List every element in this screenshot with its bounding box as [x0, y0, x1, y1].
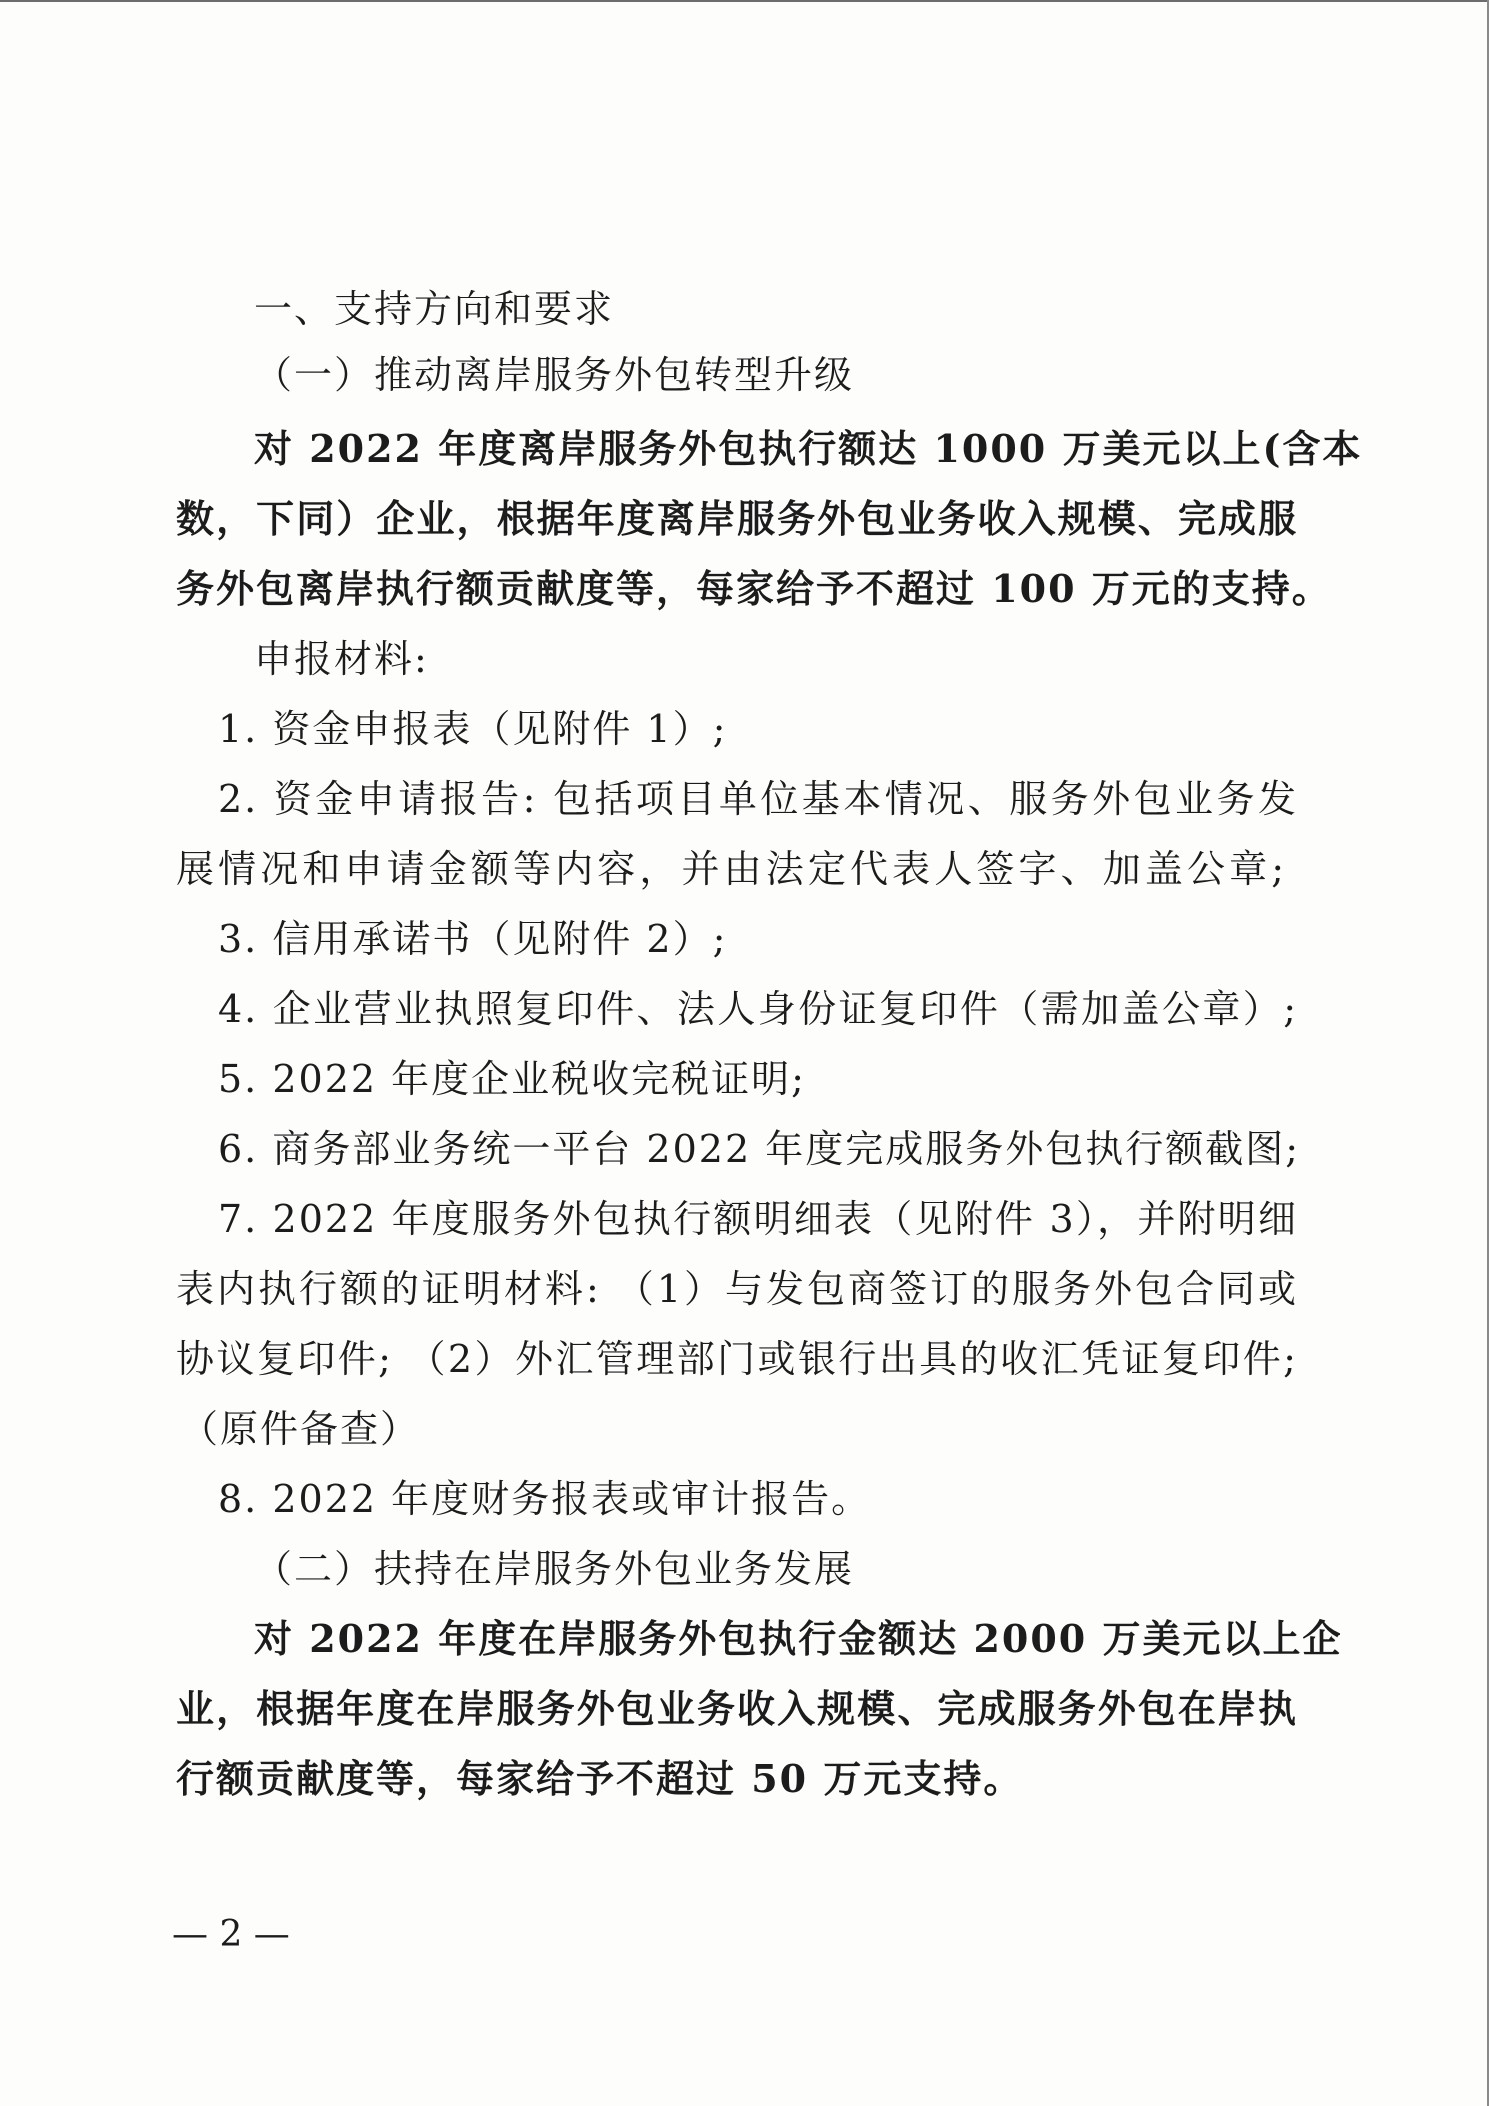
scan-edge-top	[0, 0, 1489, 2]
section-heading: 一、支持方向和要求	[254, 287, 615, 331]
paragraph-line: 行额贡献度等，每家给予不超过 50 万元支持。	[176, 1756, 1024, 1801]
list-item: 5. 2022 年度企业税收完税证明;	[218, 1057, 806, 1101]
list-item: 6. 商务部业务统一平台 2022 年度完成服务外包执行额截图;	[218, 1127, 1301, 1171]
paragraph-line: 对 2022 年度离岸服务外包执行额达 1000 万美元以上(含本	[254, 426, 1363, 471]
paragraph-line: 务外包离岸执行额贡献度等，每家给予不超过 100 万元的支持。	[176, 566, 1332, 611]
paragraph-line: 业，根据年度在岸服务外包业务收入规模、完成服务外包在岸执	[176, 1686, 1298, 1731]
paragraph-line: 数，下同）企业，根据年度离岸服务外包业务收入规模、完成服	[176, 496, 1298, 541]
list-item: 8. 2022 年度财务报表或审计报告。	[218, 1477, 872, 1521]
page-number: — 2 —	[172, 1914, 290, 1955]
list-item-continuation: 协议复印件; （2）外汇管理部门或银行出具的收汇凭证复印件;	[176, 1337, 1298, 1381]
list-item: 1. 资金申报表（见附件 1）;	[218, 707, 728, 751]
subsection-heading-2: （二）扶持在岸服务外包业务发展	[254, 1547, 855, 1591]
paragraph-line: 对 2022 年度在岸服务外包执行金额达 2000 万美元以上企	[254, 1616, 1343, 1661]
list-item: 4. 企业营业执照复印件、法人身份证复印件（需加盖公章）;	[218, 987, 1298, 1031]
materials-label: 申报材料:	[254, 637, 429, 681]
list-item-continuation: 表内执行额的证明材料: （1）与发包商签订的服务外包合同或	[176, 1267, 1298, 1311]
list-item: 3. 信用承诺书（见附件 2）;	[218, 917, 728, 961]
list-item-continuation: （原件备查）	[180, 1407, 421, 1451]
list-item: 2. 资金申请报告: 包括项目单位基本情况、服务外包业务发	[218, 777, 1298, 821]
list-item: 7. 2022 年度服务外包执行额明细表（见附件 3），并附明细	[218, 1197, 1298, 1241]
subsection-heading-1: （一）推动离岸服务外包转型升级	[254, 353, 855, 397]
list-item-continuation: 展情况和申请金额等内容，并由法定代表人签字、加盖公章;	[176, 847, 1286, 891]
